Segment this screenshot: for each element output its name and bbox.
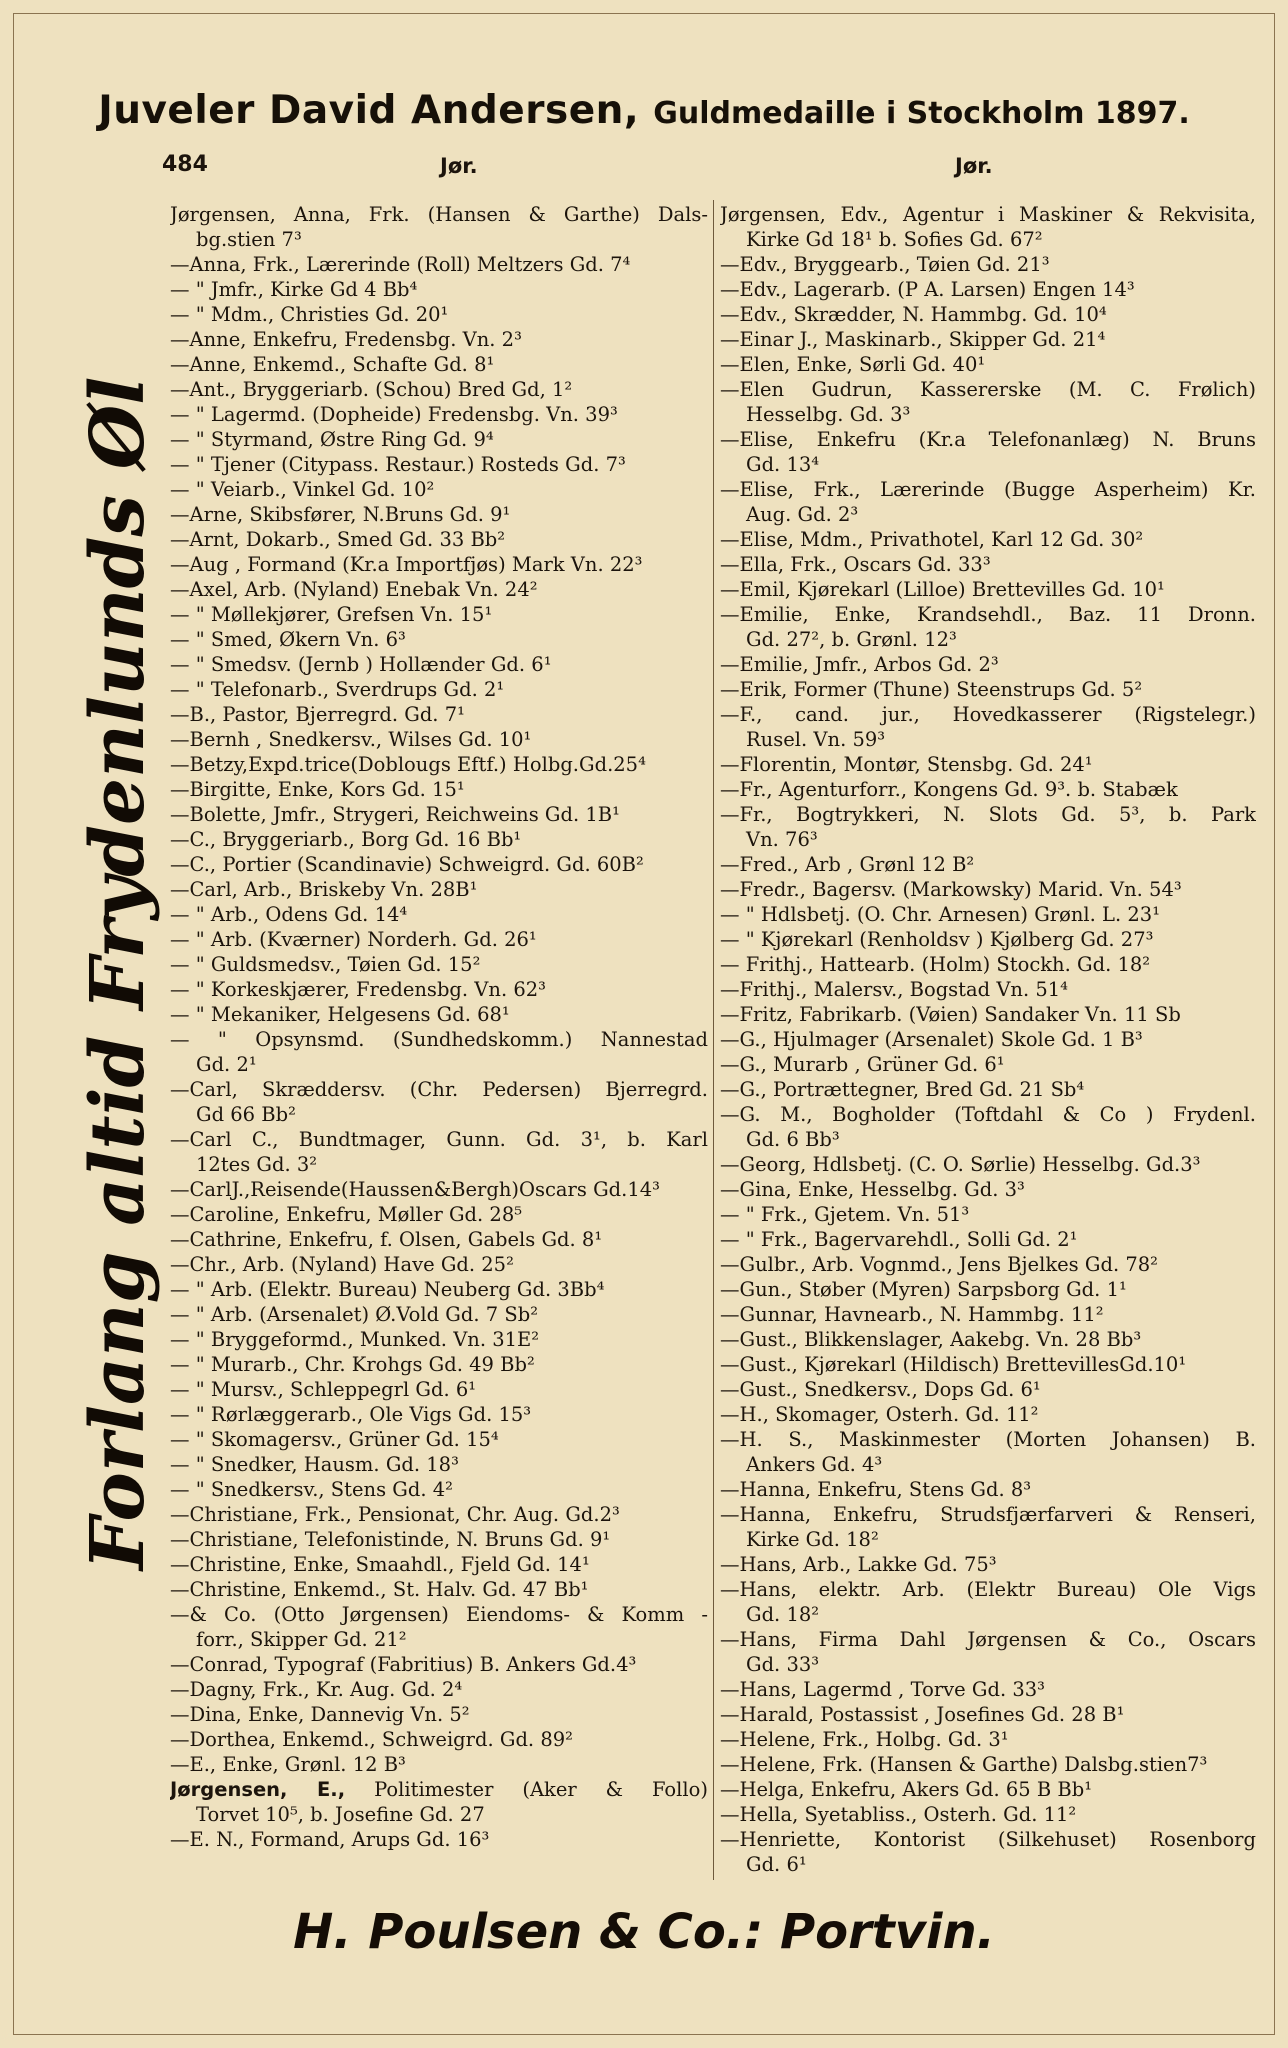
directory-line: —Gulbr., Arb. Vognmd., Jens Bjelkes Gd. 78² [720, 1253, 1158, 1276]
directory-line: —Edv., Bryggearb., Tøien Gd. 21³ [720, 253, 1050, 276]
directory-line: —Elise, Frk., Lærerinde (Bugge Asperheim) Kr. [720, 478, 1256, 501]
directory-line: —Christiane, Telefonistinde, N. Bruns Gd. 9¹ [170, 1528, 611, 1551]
directory-line: —Dagny, Frk., Kr. Aug. Gd. 2⁴ [170, 1678, 463, 1701]
directory-line: — " Mdm., Christies Gd. 20¹ [170, 303, 449, 326]
directory-line: —C., Portier (Scandinavie) Schweigrd. Gd. 60B² [170, 853, 644, 876]
directory-line: —Chr., Arb. (Nyland) Have Gd. 25² [170, 1253, 514, 1276]
directory-line: —Hanna, Enkefru, Strudsfjærfarveri & Renseri, [720, 1503, 1256, 1526]
directory-line: —Erik, Former (Thune) Steenstrups Gd. 5² [720, 678, 1143, 701]
directory-line: Rusel. Vn. 59³ [746, 728, 886, 751]
directory-line: — " Snedkersv., Stens Gd. 4² [170, 1478, 453, 1501]
directory-line: Kirke Gd. 18² [746, 1528, 879, 1551]
directory-line: —Hans, Lagermd , Torve Gd. 33³ [720, 1678, 1045, 1701]
directory-line: —H. S., Maskinmester (Morten Johansen) B. [720, 1428, 1256, 1451]
directory-line: —Gust., Kjørekarl (Hildisch) BrettevillesGd.10¹ [720, 1353, 1187, 1376]
directory-line: —Hans, Arb., Lakke Gd. 75³ [720, 1553, 997, 1576]
directory-line: bg.stien 7³ [196, 228, 302, 251]
directory-line: —Emilie, Jmfr., Arbos Gd. 2³ [720, 653, 999, 676]
directory-line: Gd. 2¹ [196, 1053, 257, 1076]
page-number: 484 [162, 152, 208, 177]
directory-line: —Aug , Formand (Kr.a Importfjøs) Mark Vn. 22³ [170, 553, 643, 576]
directory-line: — " Murarb., Chr. Krohgs Gd. 49 Bb² [170, 1353, 535, 1376]
directory-line: —Dina, Enke, Dannevig Vn. 5² [170, 1703, 470, 1726]
directory-line: —C., Bryggeriarb., Borg Gd. 16 Bb¹ [170, 828, 522, 851]
directory-line: —Elen Gudrun, Kassererske (M. C. Frølich) [720, 378, 1256, 401]
directory-line: —Fr., Bogtrykkeri, N. Slots Gd. 5³, b. Park [720, 803, 1256, 826]
directory-line: — " Arb. (Kværner) Norderh. Gd. 26¹ [170, 928, 537, 951]
directory-line: —Einar J., Maskinarb., Skipper Gd. 21⁴ [720, 328, 1106, 351]
directory-line: — " Arb. (Arsenalet) Ø.Vold Gd. 7 Sb² [170, 1303, 539, 1326]
directory-line: —Gust., Snedkersv., Dops Gd. 6¹ [720, 1378, 1041, 1401]
directory-line: —Fred., Arb , Grønl 12 B² [720, 853, 975, 876]
directory-line: —Gust., Blikkenslager, Aakebg. Vn. 28 Bb³ [720, 1328, 1142, 1351]
directory-line: Torvet 10⁵, b. Josefine Gd. 27 [196, 1803, 485, 1826]
directory-line: —Birgitte, Enke, Kors Gd. 15¹ [170, 778, 465, 801]
directory-line: Jørgensen, E., Politimester (Aker & Follo) [170, 1778, 708, 1801]
directory-line: —Arne, Skibsfører, N.Bruns Gd. 9¹ [170, 503, 511, 526]
directory-line: —Edv., Lagerarb. (P A. Larsen) Engen 14³ [720, 278, 1135, 301]
directory-line: —Carl, Arb., Briskeby Vn. 28B¹ [170, 878, 478, 901]
left-column [170, 202, 708, 1852]
directory-line: Jørgensen, Edv., Agentur i Maskiner & Rekvisita, [720, 203, 1256, 226]
directory-line: — " Telefonarb., Sverdrups Gd. 2¹ [170, 678, 505, 701]
directory-line: —Hans, Firma Dahl Jørgensen & Co., Oscars [720, 1628, 1256, 1651]
directory-line: —Anne, Enkefru, Fredensbg. Vn. 2³ [170, 328, 522, 351]
right-column [720, 202, 1256, 1877]
directory-line: Ankers Gd. 4³ [746, 1453, 883, 1476]
header-advert-sub: Guldmedaille i Stockholm 1897. [653, 96, 1190, 131]
directory-line: —CarlJ.,Reisende(Haussen&Bergh)Oscars Gd.14³ [170, 1178, 660, 1201]
column-divider [713, 200, 714, 1880]
directory-line: —H., Skomager, Osterh. Gd. 11² [720, 1403, 1039, 1426]
directory-line: —Florentin, Montør, Stensbg. Gd. 24¹ [720, 753, 1093, 776]
directory-line: Gd 66 Bb² [196, 1103, 296, 1126]
directory-line: Aug. Gd. 2³ [746, 503, 859, 526]
directory-line: —Axel, Arb. (Nyland) Enebak Vn. 24² [170, 578, 538, 601]
directory-line: —Gina, Enke, Hesselbg. Gd. 3³ [720, 1178, 1025, 1201]
directory-line: —Helene, Frk., Holbg. Gd. 3¹ [720, 1728, 1009, 1751]
directory-line: —Elise, Mdm., Privathotel, Karl 12 Gd. 30² [720, 528, 1144, 551]
directory-line: —Elise, Enkefru (Kr.a Telefonanlæg) N. Bruns [720, 428, 1256, 451]
directory-line: — " Lagermd. (Dopheide) Fredensbg. Vn. 39³ [170, 403, 618, 426]
directory-line: —G., Murarb , Grüner Gd. 6¹ [720, 1053, 1005, 1076]
directory-line: —Georg, Hdlsbetj. (C. O. Sørlie) Hesselbg. Gd.3³ [720, 1153, 1201, 1176]
directory-line: —Ella, Frk., Oscars Gd. 33³ [720, 553, 991, 576]
directory-line: —Hella, Syetabliss., Osterh. Gd. 11² [720, 1803, 1077, 1826]
directory-line: —Betzy,Expd.trice(Doblougs Eftf.) Holbg.Gd.25⁴ [170, 753, 646, 776]
directory-line: Hesselbg. Gd. 3³ [746, 403, 911, 426]
directory-line: Gd. 6¹ [746, 1853, 807, 1876]
directory-line: —Anna, Frk., Lærerinde (Roll) Meltzers Gd. 7⁴ [170, 253, 631, 276]
running-head-right: Jør. [955, 154, 993, 178]
directory-line: —Christiane, Frk., Pensionat, Chr. Aug. Gd.2³ [170, 1503, 620, 1526]
directory-line: —Fr., Agenturforr., Kongens Gd. 9³. b. Stabæk [720, 778, 1178, 801]
directory-line: — " Bryggeformd., Munked. Vn. 31E² [170, 1328, 540, 1351]
directory-line: —Helga, Enkefru, Akers Gd. 65 B Bb¹ [720, 1778, 1093, 1801]
side-advert: Forlang altid Frydenlunds Øl [75, 376, 161, 1570]
directory-line: —Harald, Postassist , Josefines Gd. 28 B¹ [720, 1703, 1125, 1726]
directory-line: Kirke Gd 18¹ b. Sofies Gd. 67² [746, 228, 1043, 251]
directory-line: — " Veiarb., Vinkel Gd. 10² [170, 478, 435, 501]
footer-advert: H. Poulsen & Co.: Portvin. [293, 1904, 995, 1960]
directory-line: —Ant., Bryggeriarb. (Schou) Bred Gd, 1² [170, 378, 573, 401]
directory-line: —Bernh , Snedkersv., Wilses Gd. 10¹ [170, 728, 532, 751]
directory-line: —Dorthea, Enkemd., Schweigrd. Gd. 89² [170, 1728, 573, 1751]
directory-line: —E. N., Formand, Arups Gd. 16³ [170, 1828, 490, 1851]
directory-line: —Gunnar, Havnearb., N. Hammbg. 11² [720, 1303, 1104, 1326]
directory-line: — " Arb. (Elektr. Bureau) Neuberg Gd. 3Bb⁴ [170, 1278, 605, 1301]
directory-line: — " Styrmand, Østre Ring Gd. 9⁴ [170, 428, 494, 451]
directory-line: —Frithj., Malersv., Bogstad Vn. 51⁴ [720, 978, 1068, 1001]
directory-line: —Caroline, Enkefru, Møller Gd. 28⁵ [170, 1203, 523, 1226]
directory-line: —Carl, Skræddersv. (Chr. Pedersen) Bjerregrd. [170, 1078, 708, 1101]
directory-line: Gd. 13⁴ [746, 453, 820, 476]
directory-line: —Conrad, Typograf (Fabritius) B. Ankers Gd.4³ [170, 1653, 637, 1676]
directory-line: — " Frk., Bagervarehdl., Solli Gd. 2¹ [720, 1228, 1078, 1251]
directory-line: —G., Portrættegner, Bred Gd. 21 Sb⁴ [720, 1078, 1085, 1101]
directory-line: —Emil, Kjørekarl (Lilloe) Brettevilles Gd. 10¹ [720, 578, 1165, 601]
directory-line: Gd. 18² [746, 1603, 820, 1626]
directory-line: —Anne, Enkemd., Schafte Gd. 8¹ [170, 353, 495, 376]
directory-line: — " Tjener (Citypass. Restaur.) Rosteds Gd. 7³ [170, 453, 626, 476]
directory-line: — " Mursv., Schleppegrl Gd. 6¹ [170, 1378, 477, 1401]
header-advert [0, 88, 1288, 133]
directory-line: — " Mekaniker, Helgesens Gd. 68¹ [170, 1003, 510, 1026]
directory-line: Gd. 27², b. Grønl. 12³ [746, 628, 957, 651]
directory-line: — " Skomagersv., Grüner Gd. 15⁴ [170, 1428, 499, 1451]
directory-line: —& Co. (Otto Jørgensen) Eiendoms- & Komm - [170, 1603, 708, 1626]
directory-line: — " Snedker, Hausm. Gd. 18³ [170, 1453, 459, 1476]
directory-line: — " Smed, Økern Vn. 6³ [170, 628, 406, 651]
directory-line: — " Arb., Odens Gd. 14⁴ [170, 903, 408, 926]
directory-line: — " Jmfr., Kirke Gd 4 Bb⁴ [170, 278, 418, 301]
directory-line: Gd. 33³ [746, 1653, 820, 1676]
directory-line: — " Guldsmedsv., Tøien Gd. 15² [170, 953, 481, 976]
directory-line: —Christine, Enkemd., St. Halv. Gd. 47 Bb¹ [170, 1578, 589, 1601]
directory-line: —Helene, Frk. (Hansen & Garthe) Dalsbg.stien7³ [720, 1753, 1208, 1776]
directory-line: 12tes Gd. 3² [196, 1153, 318, 1176]
directory-line: —Gun., Støber (Myren) Sarpsborg Gd. 1¹ [720, 1278, 1127, 1301]
directory-line: —Fritz, Fabrikarb. (Vøien) Sandaker Vn. 11 Sb [720, 1003, 1181, 1026]
directory-line: —Arnt, Dokarb., Smed Gd. 33 Bb² [170, 528, 506, 551]
running-head-left: Jør. [440, 154, 478, 178]
directory-line: Gd. 6 Bb³ [746, 1128, 840, 1151]
directory-line: — " Møllekjører, Grefsen Vn. 15¹ [170, 603, 493, 626]
directory-line: —Christine, Enke, Smaahdl., Fjeld Gd. 14¹ [170, 1553, 590, 1576]
directory-line: —Cathrine, Enkefru, f. Olsen, Gabels Gd. 8¹ [170, 1228, 603, 1251]
directory-line: — " Korkeskjærer, Fredensbg. Vn. 62³ [170, 978, 546, 1001]
directory-line: forr., Skipper Gd. 21² [196, 1628, 407, 1651]
directory-line: —Henriette, Kontorist (Silkehuset) Rosenborg [720, 1828, 1256, 1851]
directory-line: — " Smedsv. (Jernb ) Hollænder Gd. 6¹ [170, 653, 552, 676]
directory-line: — " Hdlsbetj. (O. Chr. Arnesen) Grønl. L. 23¹ [720, 903, 1161, 926]
directory-line: — " Kjørekarl (Renholdsv ) Kjølberg Gd. 27³ [720, 928, 1154, 951]
directory-line: Jørgensen, Anna, Frk. (Hansen & Garthe) Dals- [170, 203, 708, 226]
directory-line: —B., Pastor, Bjerregrd. Gd. 7¹ [170, 703, 465, 726]
directory-line: —G., Hjulmager (Arsenalet) Skole Gd. 1 B³ [720, 1028, 1143, 1051]
directory-line: —E., Enke, Grønl. 12 B³ [170, 1753, 406, 1776]
directory-line: Vn. 76³ [746, 828, 818, 851]
directory-line: —Bolette, Jmfr., Strygeri, Reichweins Gd. 1B¹ [170, 803, 620, 826]
directory-line: —Elen, Enke, Sørli Gd. 40¹ [720, 353, 986, 376]
directory-line: —F., cand. jur., Hovedkasserer (Rigstelegr.) [720, 703, 1256, 726]
directory-line: —Emilie, Enke, Krandsehdl., Baz. 11 Dronn. [720, 603, 1256, 626]
directory-line: —Hanna, Enkefru, Stens Gd. 8³ [720, 1478, 1032, 1501]
directory-line: — Frithj., Hattearb. (Holm) Stockh. Gd. 18² [720, 953, 1151, 976]
directory-line: — " Frk., Gjetem. Vn. 51³ [720, 1203, 970, 1226]
directory-line: —Carl C., Bundtmager, Gunn. Gd. 3¹, b. Karl [170, 1128, 708, 1151]
directory-line: — " Opsynsmd. (Sundhedskomm.) Nannestad [170, 1028, 708, 1051]
directory-line: — " Rørlæggerarb., Ole Vigs Gd. 15³ [170, 1403, 532, 1426]
directory-line: —Edv., Skrædder, N. Hammbg. Gd. 10⁴ [720, 303, 1107, 326]
directory-line: —G. M., Bogholder (Toftdahl & Co ) Frydenl. [720, 1103, 1256, 1126]
directory-line: —Fredr., Bagersv. (Markowsky) Marid. Vn. 54³ [720, 878, 1182, 901]
directory-line: —Hans, elektr. Arb. (Elektr Bureau) Ole Vigs [720, 1578, 1256, 1601]
header-advert-main: Juveler David Andersen, [98, 88, 640, 133]
